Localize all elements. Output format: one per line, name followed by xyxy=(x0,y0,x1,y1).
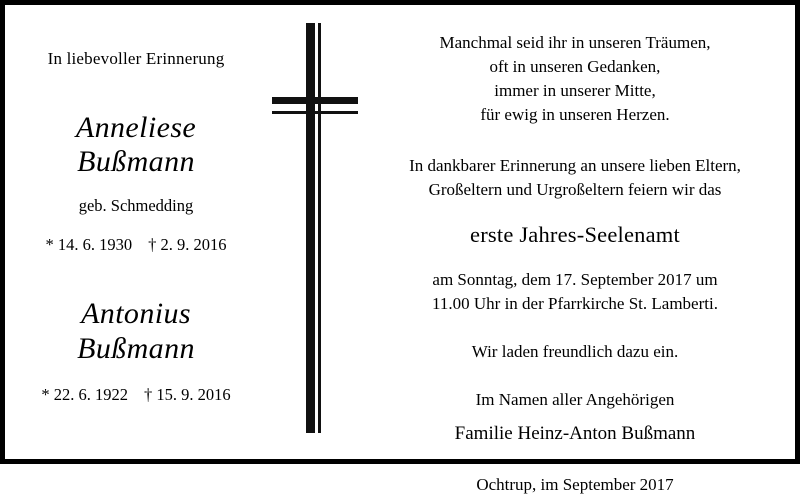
person-1-birth-date: * 14. 6. 1930 xyxy=(45,235,133,255)
service-headline: erste Jahres-Seelenamt xyxy=(470,221,680,247)
person-1-last-name: Bußmann xyxy=(77,145,195,179)
dedication-text xyxy=(373,154,777,202)
service-location-line: 11.00 Uhr in der Pfarrkirche St. Lamberti. xyxy=(432,293,718,313)
on-behalf-text: Im Namen aller Angehörigen xyxy=(475,390,675,409)
person-2-last-name: Bußmann xyxy=(77,331,195,365)
person-1-maiden-name: geb. Schmedding xyxy=(78,196,194,216)
person-1-death-date: † 2. 9. 2016 xyxy=(148,235,227,255)
person-2-first-name: Antonius xyxy=(81,297,191,331)
invitation-text: Wir laden freundlich dazu ein. xyxy=(471,342,679,361)
place-and-date: Ochtrup, im September 2017 xyxy=(476,475,674,494)
service-time-line: am Sonntag, dem 17. September 2017 um xyxy=(432,269,718,289)
cross-vertical-outer xyxy=(306,23,315,433)
verse-line-2: oft in unseren Gedanken, xyxy=(489,57,661,77)
memorial-center-column xyxy=(267,5,363,459)
dedication-line-1: In dankbarer Erinnerung an unsere lieben Eltern, xyxy=(409,155,741,175)
person-2-dates xyxy=(15,385,257,405)
family-name: Familie Heinz-Anton Bußmann xyxy=(454,423,696,444)
deceased-person-1 xyxy=(15,111,257,255)
cross-horizontal-inner xyxy=(272,111,358,114)
memorial-left-column xyxy=(5,5,267,459)
person-1-first-name: Anneliese xyxy=(75,111,197,144)
deceased-person-2 xyxy=(15,297,257,404)
person-2-death-date: † 15. 9. 2016 xyxy=(144,384,231,404)
verse-line-1: Manchmal seid ihr in unseren Träumen, xyxy=(439,33,711,52)
service-details xyxy=(373,268,777,316)
person-2-birth-date: * 22. 6. 1922 xyxy=(41,384,128,404)
cross-vertical-inner xyxy=(318,23,321,433)
person-1-dates xyxy=(15,235,257,255)
verse-line-4: für ewig in unseren Herzen. xyxy=(480,105,670,125)
dedication-line-2: Großeltern und Urgroßeltern feiern wir das xyxy=(428,179,722,199)
cross-horizontal-outer xyxy=(272,97,358,104)
in-memory-label: In liebevoller Erinnerung xyxy=(47,49,225,68)
latin-cross-icon xyxy=(272,23,358,433)
memorial-verse xyxy=(373,31,777,128)
verse-line-3: immer in unserer Mitte, xyxy=(494,81,656,101)
memorial-right-column xyxy=(363,5,795,494)
